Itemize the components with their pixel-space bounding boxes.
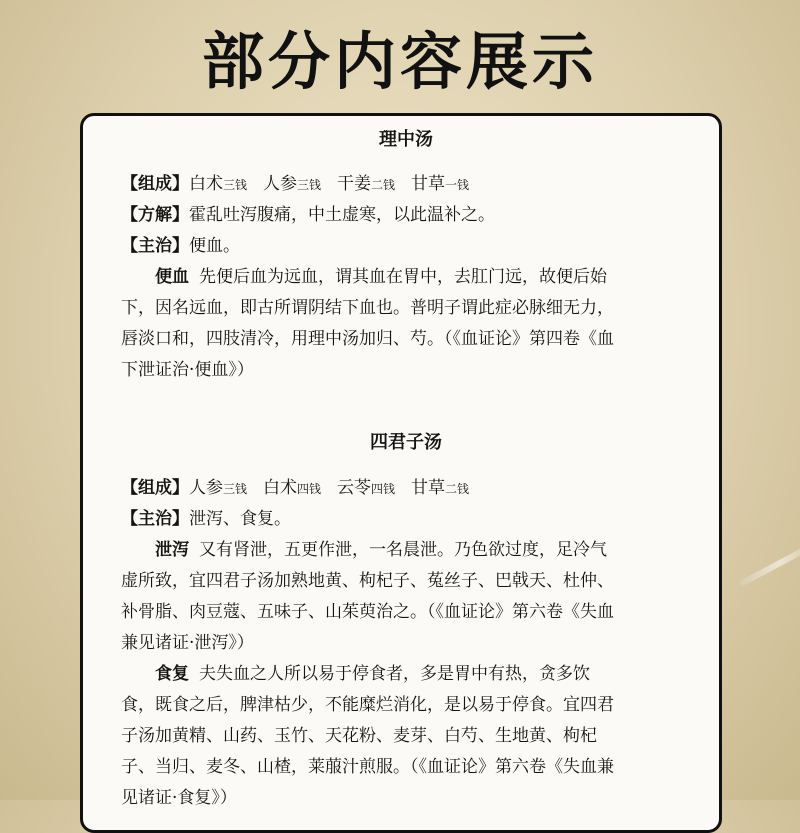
entry-lead: 便血 <box>155 267 189 287</box>
herb-dose: 四钱 <box>371 482 396 496</box>
formula-title: 四君子汤 <box>370 432 442 453</box>
entry-line: 下，因名远血，即古所谓阴结下血也。普明子谓此症必脉细无力， <box>121 298 614 318</box>
indication-text: 泄泻、食复。 <box>189 509 291 529</box>
entry-line: 唇淡口和，四肢清冷，用理中汤加归、芍。（《血证论》第四卷《血 <box>121 329 614 349</box>
entry-lead: 泄泻 <box>155 540 189 560</box>
entry-line: 虚所致，宜四君子汤加熟地黄、枸杞子、菟丝子、巴戟天、杜仲、 <box>121 571 614 591</box>
herb-dose: 二钱 <box>371 178 396 192</box>
indication-label: 【主治】 <box>121 236 189 256</box>
herb-name: 甘草 <box>411 478 446 498</box>
indication-line <box>121 231 691 262</box>
entry-line: 食，既食之后，脾津枯少，不能糜烂消化，是以易于停食。宜四君 <box>121 695 614 715</box>
banner-title: 部分内容展示 <box>201 25 598 98</box>
herb-name: 甘草 <box>411 174 446 194</box>
herb-dose: 三钱 <box>223 482 248 496</box>
herb-name: 白术 <box>189 174 223 194</box>
herb-dose: 三钱 <box>297 178 322 192</box>
entry-line: 见诸证·食复》） <box>121 788 237 808</box>
herb-name: 白术 <box>263 478 298 498</box>
entry-lead: 食复 <box>155 664 189 684</box>
composition-line <box>121 169 691 200</box>
composition-label: 【组成】 <box>121 174 189 194</box>
herb-name: 干姜 <box>337 174 372 194</box>
indication-line <box>121 504 691 535</box>
indication-label: 【主治】 <box>121 509 189 529</box>
entry-text: 又有肾泄，五更作泄，一名晨泄。乃色欲过度，足冷气 <box>199 540 607 560</box>
entry-line: 补骨脂、肉豆蔻、五味子、山茱萸治之。（《血证论》第六卷《失血 <box>121 602 614 622</box>
herb-dose: 一钱 <box>445 178 470 192</box>
composition-label: 【组成】 <box>121 478 189 498</box>
incense-stick-decoration <box>739 539 800 587</box>
herb-dose: 三钱 <box>223 178 248 192</box>
herb-dose: 四钱 <box>297 482 322 496</box>
herb-dose: 二钱 <box>445 482 470 496</box>
entry-line <box>121 535 691 566</box>
entry-line <box>121 262 691 293</box>
explanation-label: 【方解】 <box>121 205 189 225</box>
formula-title: 理中汤 <box>379 129 433 150</box>
entry-text: 夫失血之人所以易于停食者，多是胃中有热，贪多饮 <box>199 664 590 684</box>
page-content <box>121 116 691 814</box>
herb-name: 云苓 <box>337 478 372 498</box>
book-page <box>80 113 722 833</box>
composition-line <box>121 473 691 504</box>
explanation-line <box>121 200 691 231</box>
herb-name: 人参 <box>189 478 223 498</box>
entry-line: 子汤加黄精、山药、玉竹、天花粉、麦芽、白芍、生地黄、枸杞 <box>121 726 597 746</box>
entry-line <box>121 659 691 690</box>
herb-name: 人参 <box>263 174 298 194</box>
explanation-text: 霍乱吐泻腹痛，中土虚寒，以此温补之。 <box>189 205 495 225</box>
entry-line: 兼见诸证·泄泻》） <box>121 633 254 653</box>
entry-line: 下泄证治·便血》） <box>121 360 254 380</box>
entry-line: 子、当归、麦冬、山楂，莱菔汁煎服。（《血证论》第六卷《失血兼 <box>121 757 614 777</box>
entry-text: 先便后血为远血，谓其血在胃中，去肛门远，故便后始 <box>199 267 607 287</box>
indication-text: 便血。 <box>189 236 240 256</box>
